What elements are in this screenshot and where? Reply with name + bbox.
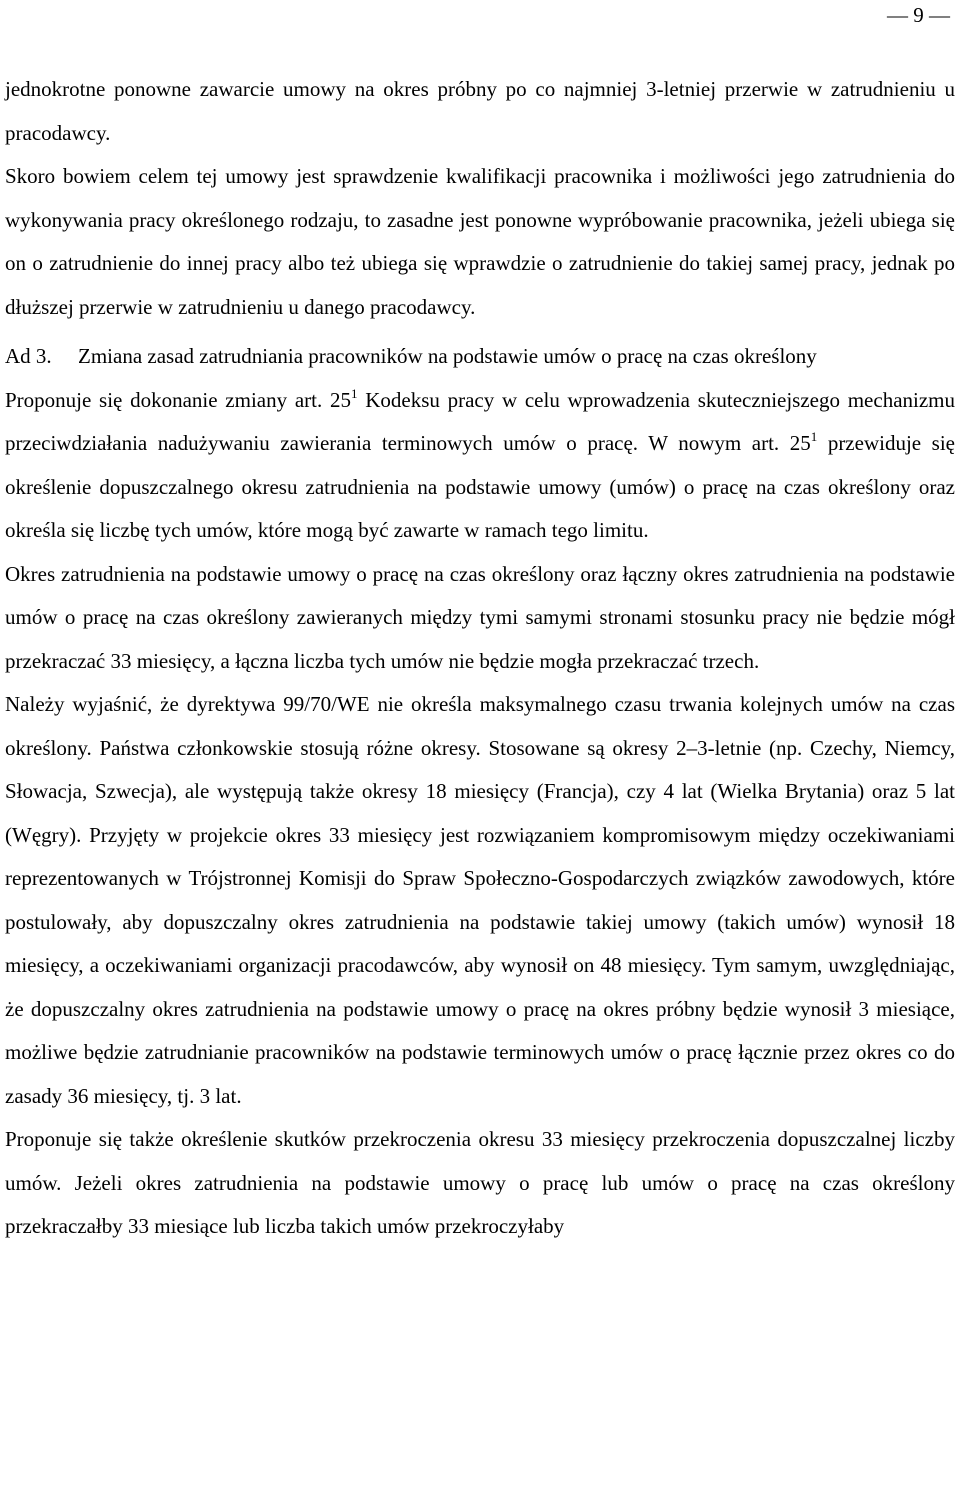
paragraph-2: Skoro bowiem celem tej umowy jest sprawdzenie kwalifikacji pracownika i możliwości jego zatrudnienia do wykonywania pracy określonego rodzaju, to zasadne jest ponowne wypróbowanie pracownika, jeżeli ubiega się on o zatrudnienie do innej pracy albo też ubiega się wprawdzie o zatrudnienie do takiej samej pracy, jednak po dłuższej przerwie w zatrudnieniu u danego pracodawcy.	[5, 164, 955, 319]
paragraph-6: Proponuje się także określenie skutków przekroczenia okresu 33 miesięcy przekroczenia dopuszczalnej liczby umów. Jeżeli okres zatrudnienia na podstawie umowy o pracę lub umów o pracę na czas określony przekraczałby 33 miesiące lub liczba takich umów przekroczyłaby	[5, 1127, 955, 1238]
paragraph-3-part-1: Proponuje się dokonanie zmiany art. 25	[5, 387, 351, 412]
paragraph-3	[5, 379, 955, 553]
paragraph-5: Należy wyjaśnić, że dyrektywa 99/70/WE nie określa maksymalnego czasu trwania kolejnych umów na czas określony. Państwa członkowskie stosują różne okresy. Stosowane są okresy 2–3-letnie (np. Czechy, Niemcy, Słowacja, Szwecja), ale występują także okresy 18 miesięcy (Francja), czy 4 lat (Wielka Brytania) oraz 5 lat (Węgry). Przyjęty w projekcie okres 33 miesięcy jest rozwiązaniem kompromisowym między oczekiwaniami reprezentowanych w Trójstronnej Komisji do Spraw Społeczno-Gospodarczych związków zawodowych, które postulowały, aby dopuszczalny okres zatrudnienia na podstawie takiej umowy (takich umów) wynosił 18 miesięcy, a oczekiwaniami organizacji pracodawców, aby wynosił on 48 miesięcy. Tym samym, uwzględniając, że dopuszczalny okres zatrudnienia na podstawie umowy o pracę na okres próbny będzie wynosił 3 miesiące, możliwe będzie zatrudnianie pracowników na podstawie terminowych umów o pracę łącznie przez okres co do zasady 36 miesięcy, tj. 3 lat.	[5, 692, 955, 1108]
paragraph-1: jednokrotne ponowne zawarcie umowy na okres próbny po co najmniej 3-letniej przerwie w zatrudnieniu u pracodawcy.	[5, 77, 955, 145]
section-heading	[5, 335, 955, 379]
paragraph-3-part-3: przewiduje się określenie dopuszczalnego okresu zatrudnienia na podstawie umowy (umów) o pracę na czas określony oraz określa się liczbę tych umów, które mogą być zawarte w ramach tego limitu.	[5, 431, 955, 542]
superscript-1: 1	[350, 385, 358, 401]
section-number: Ad 3.	[5, 344, 52, 368]
document-page	[5, 0, 955, 1249]
section-title: Zmiana zasad zatrudniania pracowników na podstawie umów o pracę na czas określony	[78, 344, 817, 368]
paragraph-4: Okres zatrudnienia na podstawie umowy o pracę na czas określony oraz łączny okres zatrudnienia na podstawie umów o pracę na czas określony zawieranych między tymi samymi stronami stosunku pracy nie będzie mógł przekraczać 33 miesięcy, a łączna liczba tych umów nie będzie mogła przekraczać trzech.	[5, 561, 955, 673]
superscript-2: 1	[810, 429, 818, 444]
page-number: — 9 —	[887, 3, 950, 27]
paragraph-3-part-2: Kodeksu pracy w celu wprowadzenia skuteczniejszego mechanizmu przeciwdziałania nadużywaniu zawierania terminowych umów o pracę. W nowym art. 25	[5, 387, 956, 455]
